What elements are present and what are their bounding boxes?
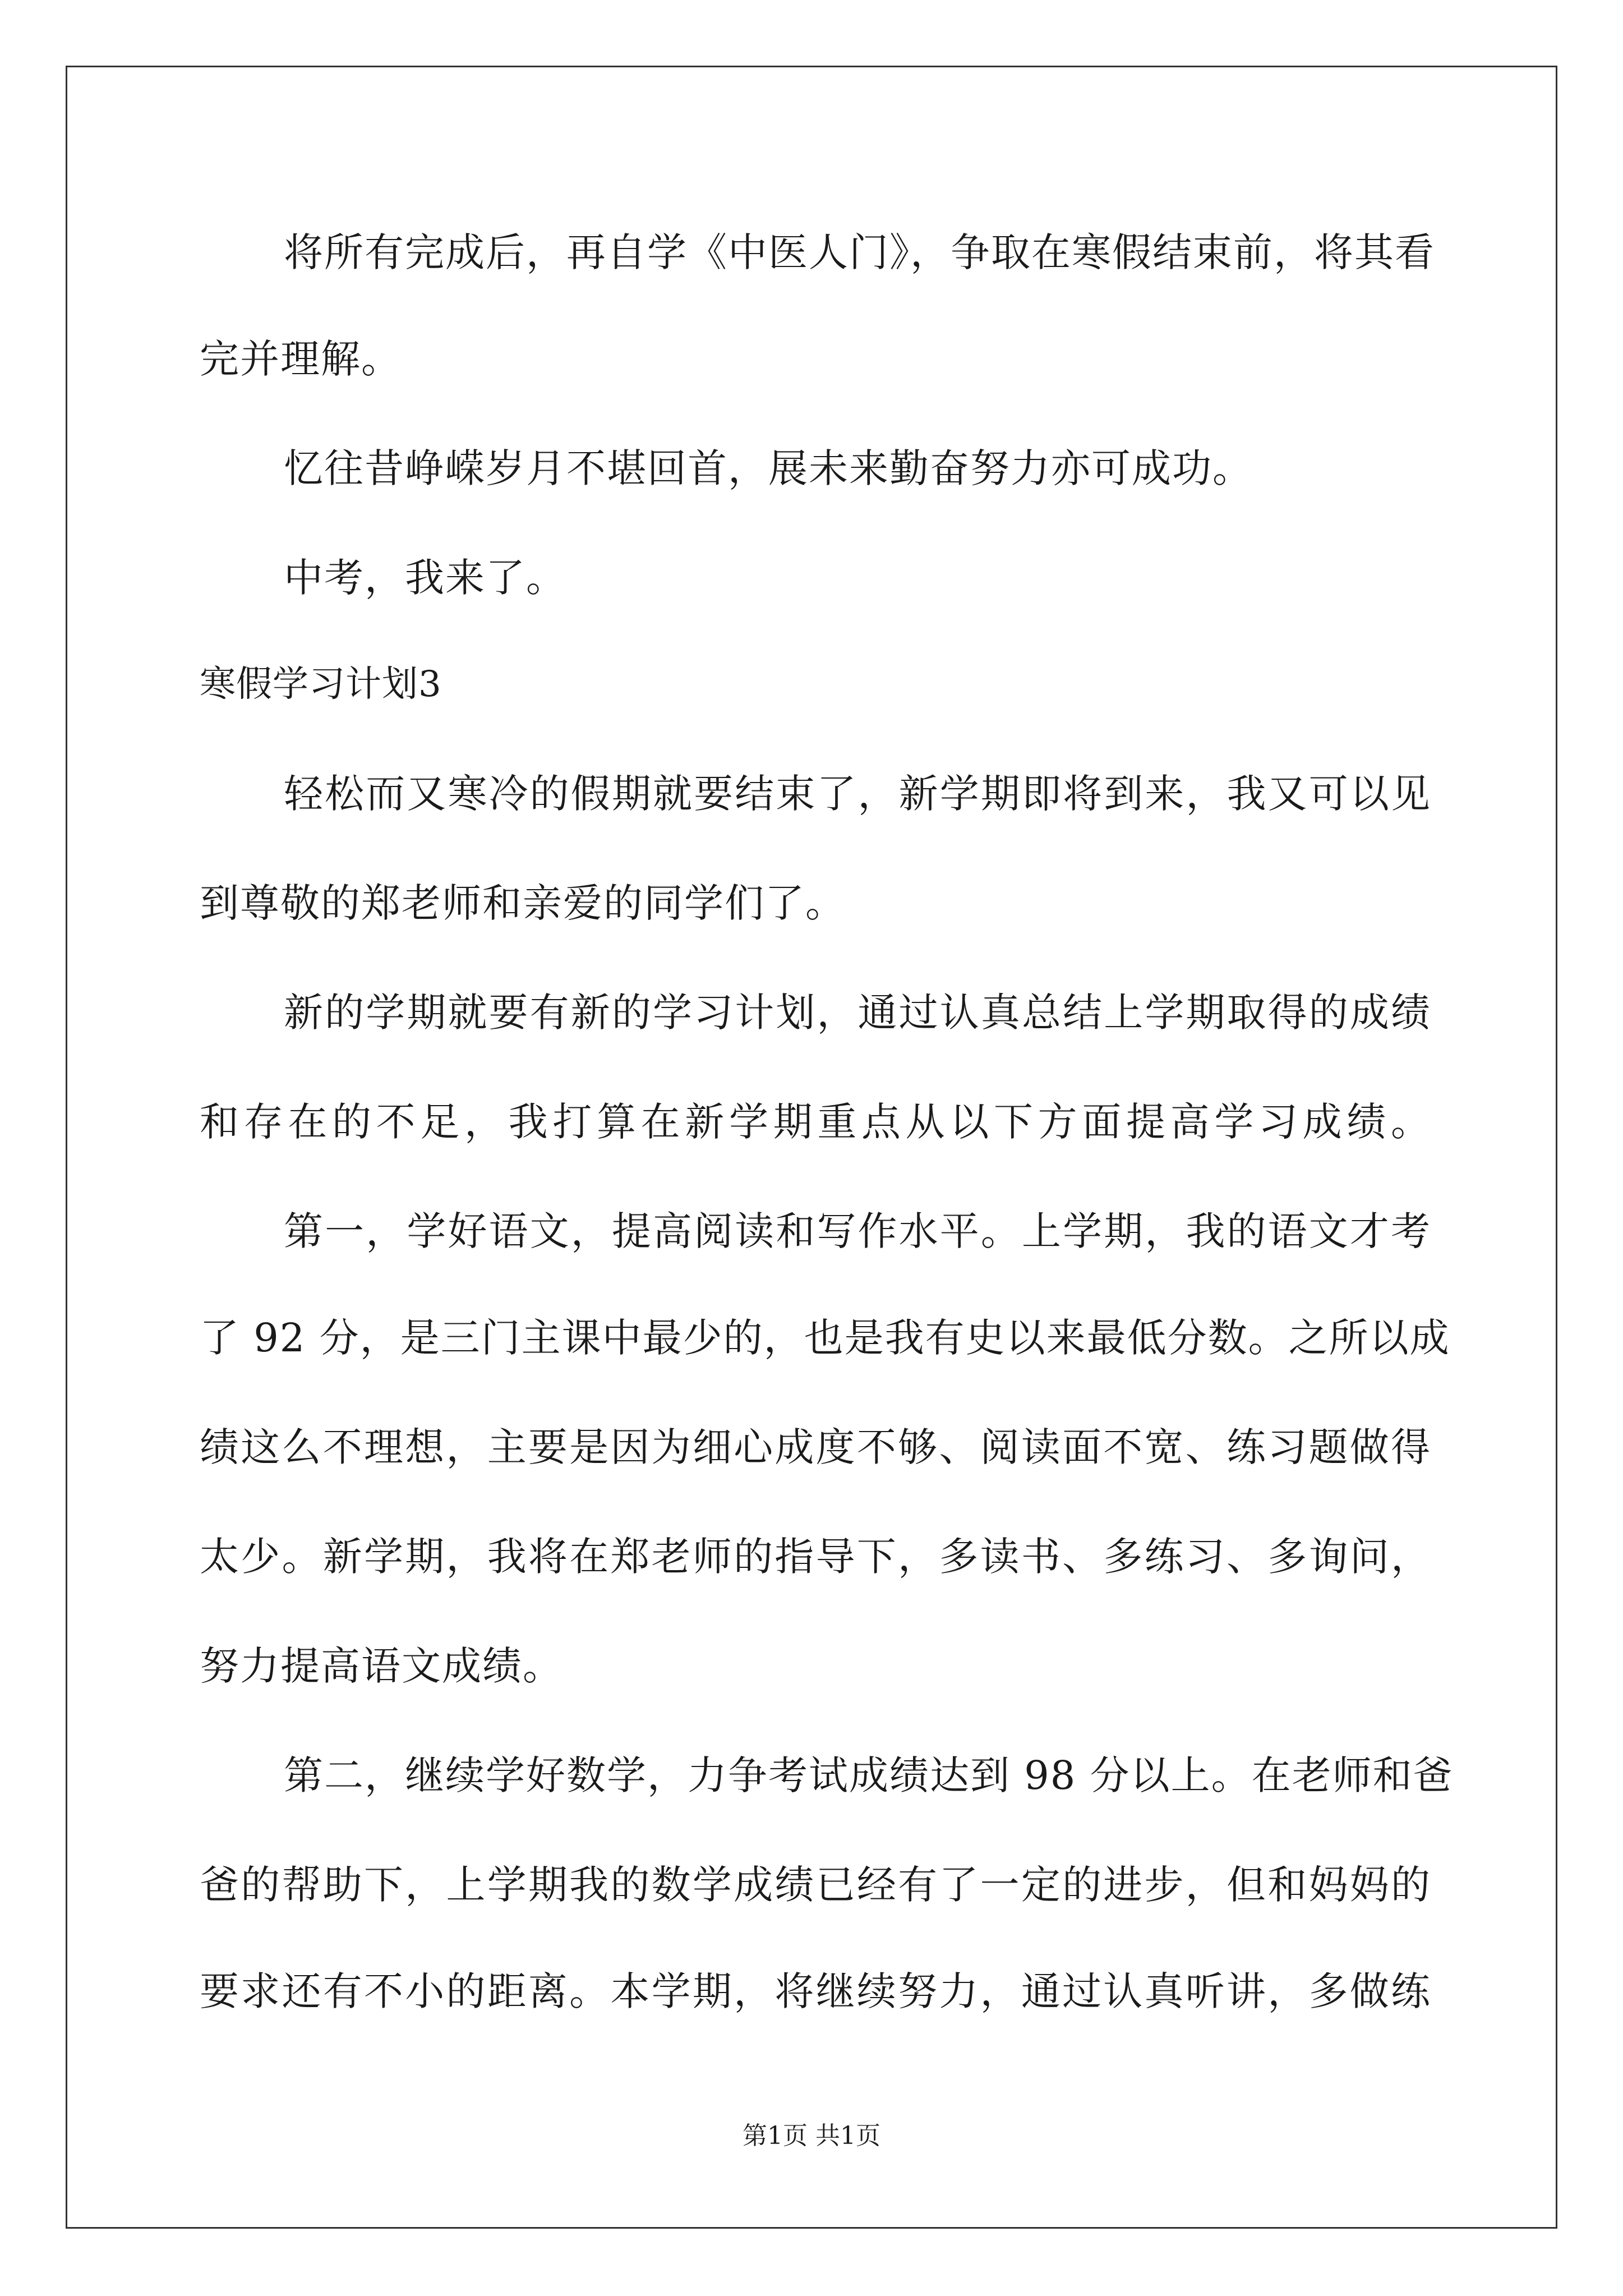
section-heading: 寒假学习计划3	[200, 664, 442, 705]
text-line: 到尊敬的郑老师和亲爱的同学们了。	[200, 880, 846, 926]
text-line: 第一，学好语文，提高阅读和写作水平。上学期，我的语文才考	[284, 1208, 1431, 1254]
text-line: 新的学期就要有新的学习计划，通过认真总结上学期取得的成绩	[284, 990, 1431, 1036]
text-line: 努力提高语文成绩。	[200, 1643, 563, 1689]
text-line: 太少。新学期，我将在郑老师的指导下，多读书、多练习、多询问，	[200, 1534, 1431, 1580]
text-line: 中考，我来了。	[284, 555, 566, 601]
text-line: 和存在的不足，我打算在新学期重点从以下方面提高学习成绩。	[200, 1099, 1431, 1145]
page-number-footer: 第1页 共1页	[743, 2122, 880, 2150]
text-line: 将所有完成后，再自学《中医人门》，争取在寒假结束前，将其看	[284, 229, 1435, 275]
text-line: 完并理解。	[200, 336, 402, 382]
text-line: 轻松而又寒冷的假期就要结束了，新学期即将到来，我又可以见	[284, 771, 1431, 817]
text-line: 要求还有不小的距离。本学期，将继续努力，通过认真听讲，多做练	[200, 1968, 1431, 2014]
text-line: 了 92 分，是三门主课中最少的，也是我有史以来最低分数。之所以成	[200, 1315, 1450, 1361]
text-line: 爸的帮助下，上学期我的数学成绩已经有了一定的进步，但和妈妈的	[200, 1862, 1431, 1908]
text-line: 第二，继续学好数学，力争考试成绩达到 98 分以上。在老师和爸	[284, 1752, 1454, 1798]
text-line: 忆往昔峥嵘岁月不堪回首，展未来勤奋努力亦可成功。	[284, 445, 1253, 491]
text-line: 绩这么不理想，主要是因为细心成度不够、阅读面不宽、练习题做得	[200, 1424, 1431, 1470]
